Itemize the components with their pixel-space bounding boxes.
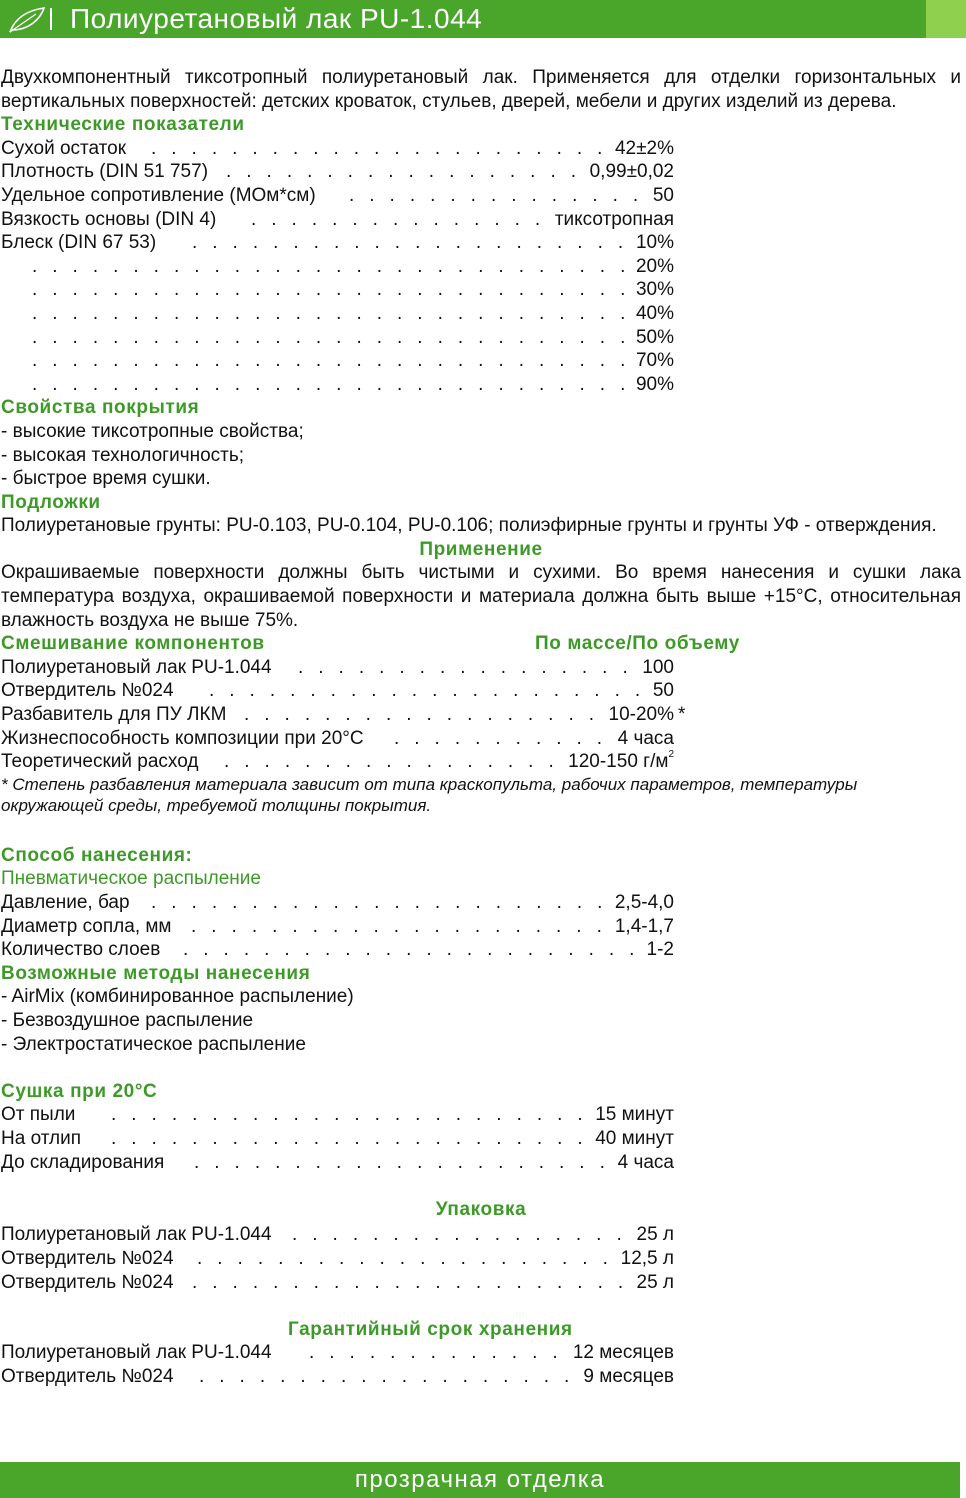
row-value-text: 1,4-1,7	[614, 915, 674, 937]
leader-dots: ...................	[199, 1365, 585, 1387]
leader-dots: .......................	[183, 939, 650, 961]
row-value	[615, 915, 674, 939]
row-value	[637, 1223, 675, 1247]
page-title: Полиуретановый лак PU-1.044	[70, 3, 483, 34]
row-value-text: тиксотропная	[554, 208, 674, 230]
leader-dots: ......................	[192, 232, 639, 254]
shelf-heading: Гарантийный срок хранения	[288, 1318, 573, 1340]
row-value-text: 4 часа	[617, 1151, 674, 1173]
tech-row	[1, 278, 674, 302]
tech-row	[1, 160, 674, 184]
row-label: До складирования	[1, 1151, 165, 1173]
packaging-row	[1, 1223, 674, 1247]
row-value-text: 30%	[635, 279, 674, 301]
leader-dots: .............	[309, 1342, 573, 1364]
row-value-text: 10%	[635, 232, 674, 254]
row-label: Отвердитель №024	[1, 1271, 174, 1293]
props-item: - высокие тиксотропные свойства;	[1, 420, 304, 442]
row-value-text: 50%	[635, 326, 674, 348]
row-label: Полиуретановый лак PU-1.044	[1, 1342, 272, 1364]
row-value	[568, 750, 674, 774]
row-value-text: 70%	[635, 350, 674, 372]
row-label: Полиуретановый лак PU-1.044	[1, 1224, 272, 1246]
row-label: Блеск (DIN 67 53)	[1, 232, 157, 254]
leader-dots: ..................	[244, 704, 610, 726]
mixing-heading-right: По массе/По объему	[535, 633, 740, 655]
footer-bar	[0, 1462, 960, 1498]
row-value-text: 15 минут	[595, 1104, 674, 1126]
leader-dots: ..............................	[32, 255, 641, 277]
row-value-text: 1-2	[646, 939, 674, 961]
row-value	[618, 1151, 674, 1175]
leader-dots: .....................	[191, 915, 617, 937]
mixing-row	[1, 656, 674, 680]
row-value	[615, 891, 674, 915]
method-subheading: Пневматическое распыление	[1, 868, 261, 890]
drying-list	[1, 1103, 961, 1174]
leaf-icon	[6, 6, 46, 34]
props-list	[1, 420, 961, 491]
row-value-text: 4 часа	[617, 727, 674, 749]
row-value-text: 100	[642, 656, 674, 678]
row-value-text: 0,99±0,02	[589, 161, 674, 183]
row-value-text: 12 месяцев	[572, 1342, 674, 1364]
row-label: Диаметр сопла, мм	[1, 915, 172, 937]
row-label: Теоретический расход	[1, 751, 199, 773]
leader-dots: ..............................	[32, 350, 641, 372]
row-label: От пыли	[1, 1104, 76, 1126]
row-value	[653, 184, 674, 208]
row-value	[637, 1271, 675, 1295]
row-value-text: 40%	[635, 302, 674, 324]
row-label: На отлип	[1, 1127, 81, 1149]
tech-row	[1, 137, 674, 161]
tech-heading: Технические показатели	[1, 114, 245, 136]
leader-dots: ........................	[111, 1104, 598, 1126]
props-heading: Свойства покрытия	[1, 397, 200, 419]
row-label: Вязкость основы (DIN 4)	[1, 208, 217, 230]
row-label: Удельное сопротивление (МОм*см)	[1, 184, 316, 206]
leader-dots: ........................	[111, 1127, 598, 1149]
method-row	[1, 891, 674, 915]
row-value-text: 20%	[635, 255, 674, 277]
tech-row	[1, 302, 674, 326]
header-corner	[926, 0, 966, 38]
tech-row	[1, 184, 674, 208]
row-value-text: 50	[652, 680, 674, 702]
row-value	[590, 160, 674, 184]
mixing-heading: Смешивание компонентов	[1, 633, 265, 655]
row-value	[636, 231, 674, 255]
row-value-text: 9 месяцев	[583, 1365, 674, 1387]
row-label: Отвердитель №024	[1, 1365, 174, 1387]
row-label: Отвердитель №024	[1, 1247, 174, 1269]
row-value	[636, 255, 674, 279]
application-heading: Применение	[419, 538, 543, 560]
leader-dots: ..............................	[32, 373, 641, 395]
leader-dots: ......................	[192, 1271, 639, 1293]
row-value-text: 10-20%	[608, 704, 674, 726]
row-value-text: 2,5-4,0	[614, 892, 674, 913]
row-label: Отвердитель №024	[1, 680, 174, 702]
leader-dots: .....................	[197, 1247, 623, 1269]
method-list	[1, 891, 961, 962]
leader-dots: ......................	[209, 680, 656, 702]
row-value	[636, 326, 674, 350]
leader-dots: .................	[292, 1224, 637, 1246]
row-label: Сухой остаток	[1, 137, 127, 159]
tech-row	[1, 326, 674, 350]
tech-row	[1, 231, 674, 255]
document-body	[1, 66, 961, 1388]
header-divider	[50, 8, 52, 30]
row-value	[595, 1103, 674, 1127]
row-value-text: 50	[652, 184, 674, 206]
drying-heading: Сушка при 20°С	[1, 1080, 158, 1102]
alt-methods-list	[1, 985, 961, 1056]
superscript: 2	[668, 749, 674, 761]
tech-row	[1, 255, 674, 279]
mixing-row	[1, 727, 674, 751]
row-value-text: 12,5 л	[620, 1247, 674, 1269]
row-value	[636, 302, 674, 326]
row-value	[636, 349, 674, 373]
packaging-row	[1, 1247, 674, 1271]
mixing-row	[1, 679, 674, 703]
method-heading: Способ нанесения:	[1, 844, 193, 866]
alt-method-item: - AirMix (комбинированное распыление)	[1, 986, 354, 1008]
shelf-row	[1, 1341, 674, 1365]
alt-method-item: - Электростатическое распыление	[1, 1033, 306, 1055]
tech-row	[1, 373, 674, 397]
mixing-note: * Степень разбавления материала зависит от типа краскопульта, рабочих параметров, температуры окружающей среды, требуемой толщины покрытия.	[1, 774, 858, 815]
leader-dots: ..............................	[32, 302, 641, 324]
leader-dots: ..............................	[32, 279, 641, 301]
row-value-text: 40 минут	[595, 1127, 674, 1149]
row-label: Количество слоев	[1, 939, 161, 961]
mixing-row	[1, 703, 686, 727]
leader-dots: ...........	[394, 727, 618, 749]
packaging-heading: Упаковка	[435, 1198, 527, 1220]
intro-paragraph: Двухкомпонентный тиксотропный полиуретановый лак. Применяется для отделки горизонтальных и вертикальных поверхностей: детских кроваток, стульев, дверей, мебели и других изделий из дерева.	[1, 67, 961, 112]
row-value	[615, 137, 674, 161]
props-item: - быстрое время сушки.	[1, 468, 211, 490]
row-value-text: 25 л	[636, 1271, 674, 1293]
row-label: Жизнеспособность композиции при 20°С	[1, 727, 364, 749]
row-value	[636, 373, 674, 397]
drying-row	[1, 1151, 674, 1175]
packaging-row	[1, 1271, 674, 1295]
leader-dots: .....................	[194, 1151, 620, 1173]
leader-dots: ..............................	[32, 326, 641, 348]
leader-dots: .......................	[151, 892, 618, 913]
row-value	[653, 679, 674, 703]
drying-row	[1, 1103, 674, 1127]
substrates-text: Полиуретановые грунты: PU-0.103, PU-0.104, PU-0.106; полиэфирные грунты и грунты УФ - отверждения.	[1, 515, 937, 537]
row-value	[636, 278, 674, 302]
row-value	[583, 1365, 674, 1389]
tech-row	[1, 349, 674, 373]
footnote-star: *	[678, 704, 686, 726]
row-value-text: 90%	[635, 373, 674, 395]
row-value	[555, 208, 674, 232]
method-row	[1, 915, 674, 939]
props-item: - высокая технологичность;	[1, 444, 245, 466]
row-label: Полиуретановый лак PU-1.044	[1, 656, 272, 678]
row-value	[595, 1127, 674, 1151]
application-text: Окрашиваемые поверхности должны быть чистыми и сухими. Во время нанесения и сушки лака температура воздуха, окрашиваемой поверхности и материала должна быть выше +15°С, относительная влажность воздуха не выше 75%.	[1, 562, 961, 631]
row-value	[609, 703, 675, 727]
row-value	[642, 656, 674, 680]
method-row	[1, 938, 674, 962]
row-value	[647, 938, 674, 962]
shelf-row	[1, 1365, 674, 1389]
row-value-text: 25 л	[636, 1224, 674, 1246]
leader-dots: .................	[298, 656, 643, 678]
leader-dots: ...............	[349, 184, 654, 206]
mixing-heading-row	[1, 632, 961, 656]
row-value	[573, 1341, 674, 1365]
drying-row	[1, 1127, 674, 1151]
mixing-list	[1, 656, 961, 774]
tech-list	[1, 137, 961, 397]
shelf-list	[1, 1341, 961, 1388]
row-value-text: 42±2%	[614, 137, 674, 159]
header-bar	[0, 0, 966, 38]
leader-dots: .......................	[151, 137, 618, 159]
row-value	[621, 1247, 674, 1271]
footer-text: прозрачная отделка	[354, 1466, 606, 1493]
row-label: Давление, бар	[1, 892, 130, 913]
leader-dots: ..................	[226, 161, 592, 183]
leader-dots: .................	[224, 751, 569, 773]
alt-method-item: - Безвоздушное распыление	[1, 1009, 254, 1031]
alt-methods-heading: Возможные методы нанесения	[1, 962, 311, 984]
mixing-row	[1, 750, 674, 774]
row-label: Плотность (DIN 51 757)	[1, 161, 209, 183]
substrates-heading: Подложки	[1, 491, 101, 513]
packaging-list	[1, 1223, 961, 1294]
leader-dots: ...............	[251, 208, 556, 230]
row-label: Разбавитель для ПУ ЛКМ	[1, 704, 227, 726]
row-value	[618, 727, 674, 751]
tech-row	[1, 208, 674, 232]
row-value-text: 120-150 г/м	[568, 751, 669, 773]
